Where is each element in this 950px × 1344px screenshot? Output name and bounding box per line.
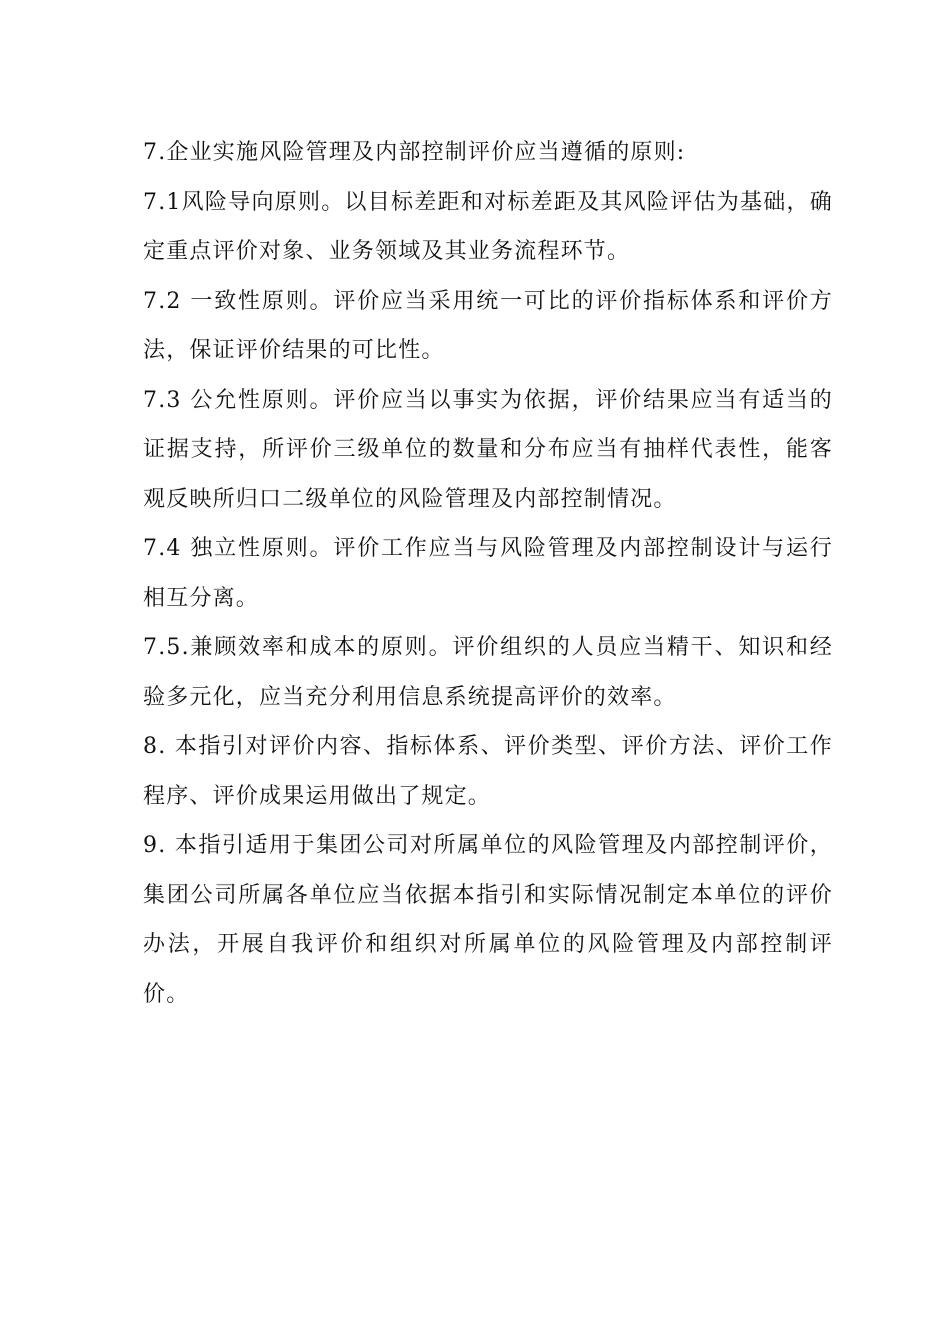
paragraph-consistency-principle: 7.2 一致性原则。评价应当采用统一可比的评价指标体系和评价方法，保证评价结果的可比性。	[143, 288, 833, 363]
paragraph-guideline-applicability: 9. 本指引适用于集团公司对所属单位的风险管理及内部控制评价，集团公司所属各单位应当依据本指引和实际情况制定本单位的评价办法，开展自我评价和组织对所属单位的风险管理及内部控制评价。	[143, 833, 833, 1007]
paragraph-fairness-principle: 7.3 公允性原则。评价应当以事实为依据，评价结果应当有适当的证据支持，所评价三级单位的数量和分布应当有抽样代表性，能客观反映所归口二级单位的风险管理及内部控制情况。	[143, 387, 833, 512]
paragraph-principles-intro: 7.企业实施风险管理及内部控制评价应当遵循的原则:	[143, 140, 686, 165]
document-body	[143, 128, 833, 1019]
paragraph-efficiency-cost-principle: 7.5.兼顾效率和成本的原则。评价组织的人员应当精干、知识和经验多元化，应当充分利用信息系统提高评价的效率。	[143, 635, 833, 710]
paragraph-independence-principle: 7.4 独立性原则。评价工作应当与风险管理及内部控制设计与运行相互分离。	[143, 536, 833, 611]
paragraph-guideline-scope-content: 8. 本指引对评价内容、指标体系、评价类型、评价方法、评价工作程序、评价成果运用做出了规定。	[143, 734, 833, 809]
paragraph-risk-oriented-principle: 7.1风险导向原则。以目标差距和对标差距及其风险评估为基础，确定重点评价对象、业务领域及其业务流程环节。	[143, 189, 833, 264]
